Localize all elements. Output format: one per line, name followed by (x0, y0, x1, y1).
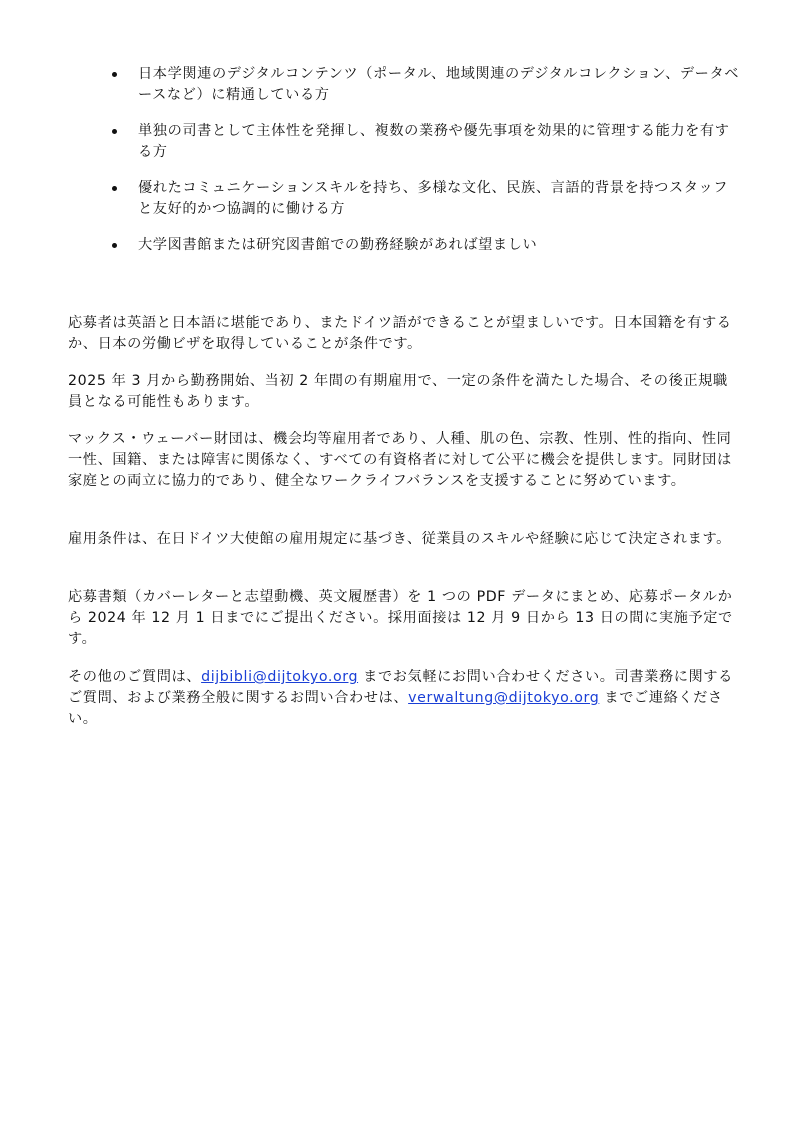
bullet-icon (112, 72, 117, 77)
list-item (112, 178, 742, 220)
library-email-link[interactable]: dijbibli@dijtokyo.org (201, 669, 359, 685)
list-item-text: 日本学関連のデジタルコンテンツ（ポータル、地域関連のデジタルコレクション、データベースなど）に精通している方 (138, 66, 740, 103)
bullet-icon (112, 186, 117, 191)
list-item-text: 大学図書館または研究図書館での勤務経験があれば望ましい (138, 237, 538, 253)
list-item (112, 121, 742, 163)
bullet-icon (112, 243, 117, 248)
language-requirement-paragraph: 応募者は英語と日本語に堪能であり、またドイツ語ができることが望ましいです。日本国籍を有するか、日本の労働ビザを取得していることが条件です。 (68, 315, 732, 352)
bullet-icon (112, 129, 117, 134)
list-item-text: 優れたコミュニケーションスキルを持ち、多様な文化、民族、言語的背景を持つスタッフと友好的かつ協調的に働ける方 (138, 180, 729, 217)
requirements-list (112, 64, 742, 271)
contact-text: その他のご質問は、 (68, 669, 202, 685)
admin-email-link[interactable]: verwaltung@dijtokyo.org (408, 690, 600, 706)
equal-opportunity-paragraph: マックス・ウェーバー財団は、機会均等雇用者であり、人種、肌の色、宗教、性別、性的指向、性同一性、国籍、または障害に関係なく、すべての有資格者に対して公平に機会を提供します。同財団は家庭との両立に協力的であり、健全なワークライフバランスを支援することに努めています。 (68, 431, 732, 489)
application-paragraph: 応募書類（カバーレターと志望動機、英文履歴書）を 1 つの PDF データにまとめ、応募ポータルから 2024 年 12 月 1 日までにご提出ください。採用面接は 12 月 9 日から 13 日の間に実施予定です。 (68, 589, 733, 647)
contact-text: までお気軽にお問い合わせください。司書業務に関するご質問、および業務全般に関するお問い合わせは、 (68, 669, 733, 706)
list-item (112, 64, 742, 106)
list-item-text: 単独の司書として主体性を発揮し、複数の業務や優先事項を効果的に管理する能力を有する方 (138, 123, 730, 160)
contact-text: までご連絡ください。 (68, 690, 723, 727)
employment-conditions-paragraph: 雇用条件は、在日ドイツ大使館の雇用規定に基づき、従業員のスキルや経験に応じて決定されます。 (68, 531, 731, 547)
list-item (112, 235, 742, 256)
contact-paragraph (68, 667, 738, 730)
employment-start-paragraph: 2025 年 3 月から勤務開始、当初 2 年間の有期雇用で、一定の条件を満たした場合、その後正規職員となる可能性もあります。 (68, 373, 728, 410)
